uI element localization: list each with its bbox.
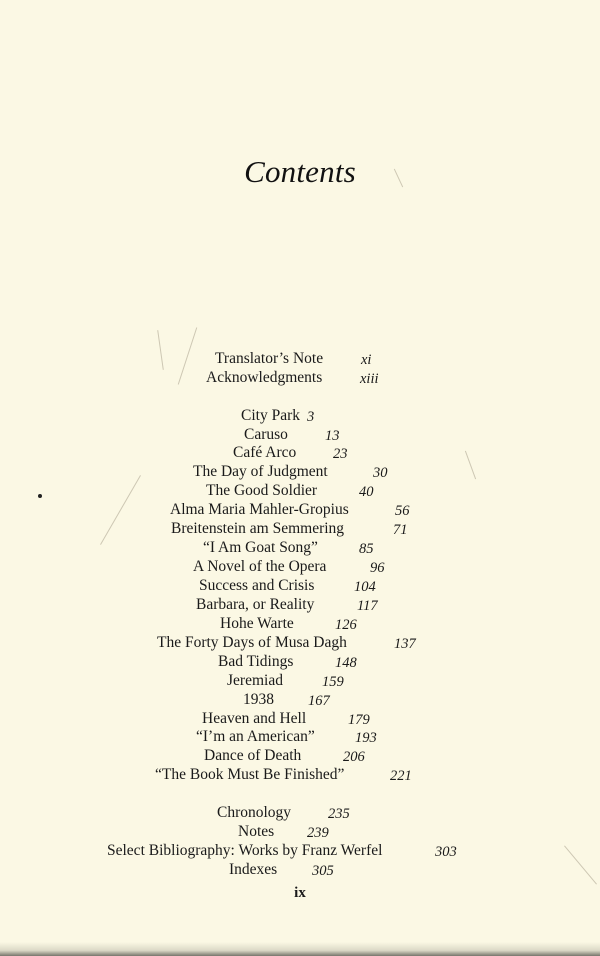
toc-entry-title: Chronology xyxy=(217,804,292,821)
toc-entry xyxy=(0,349,600,368)
toc-entry-title: Caruso xyxy=(244,426,288,443)
toc-entry-title: “The Book Must Be Finished” xyxy=(155,766,345,783)
toc-entry-page: 3 xyxy=(307,409,315,425)
toc-entry-page: xi xyxy=(361,352,372,368)
toc-entry-page: 137 xyxy=(394,636,416,652)
toc-entry xyxy=(0,519,600,538)
toc-entry xyxy=(0,841,600,860)
toc-entry-page: 23 xyxy=(333,446,348,462)
toc-entry-page: 96 xyxy=(370,560,385,576)
toc-entry-page: 239 xyxy=(307,825,329,841)
toc-entry-title: Dance of Death xyxy=(204,747,302,764)
toc-entry-page: xiii xyxy=(360,371,379,387)
toc-entry-title: Hohe Warte xyxy=(220,615,294,632)
toc-entry-page: 104 xyxy=(354,579,376,595)
toc-entry-title: Bad Tidings xyxy=(218,653,294,670)
toc-entry-page: 235 xyxy=(328,806,350,822)
toc-entry-page: 30 xyxy=(373,465,388,481)
toc-entry xyxy=(0,633,600,652)
toc-entry-page: 305 xyxy=(312,863,334,879)
toc-entry-title: The Good Soldier xyxy=(206,482,318,499)
toc-entry-page: 85 xyxy=(359,541,374,557)
toc-entry xyxy=(0,671,600,690)
toc-entry xyxy=(0,614,600,633)
toc-entry-page: 126 xyxy=(335,617,357,633)
toc-entry-page: 71 xyxy=(393,522,408,538)
toc-entry xyxy=(0,368,600,387)
toc-entry-title: “I Am Goat Song” xyxy=(203,539,318,556)
toc-entry xyxy=(0,425,600,444)
toc-entry-page: 167 xyxy=(308,693,330,709)
page-edge-shadow xyxy=(0,942,600,956)
toc-entry-title: Barbara, or Reality xyxy=(196,596,315,613)
toc-entry xyxy=(0,860,600,879)
toc-entry xyxy=(0,709,600,728)
page-title: Contents xyxy=(244,154,356,189)
toc-entry-page: 221 xyxy=(390,768,412,784)
toc-entry xyxy=(0,822,600,841)
toc-entry-title: Alma Maria Mahler-Gropius xyxy=(170,501,349,518)
toc-entry-page: 117 xyxy=(357,598,378,614)
toc-entry xyxy=(0,443,600,462)
toc-entry-title: Acknowledgments xyxy=(206,369,323,386)
toc-entry xyxy=(0,576,600,595)
toc-entry-page: 179 xyxy=(348,712,370,728)
toc-entry-title: 1938 xyxy=(243,691,274,708)
toc-entry-title: Café Arco xyxy=(233,444,297,461)
toc-entry-page: 206 xyxy=(343,749,365,765)
toc-entry xyxy=(0,557,600,576)
toc-entry-title: Jeremiad xyxy=(227,672,283,689)
page-number: ix xyxy=(294,885,306,901)
toc-entry-page: 303 xyxy=(435,844,457,860)
toc-entry xyxy=(0,462,600,481)
toc-entry-page: 159 xyxy=(322,674,344,690)
toc-entry-title: City Park xyxy=(241,407,300,424)
toc-entry-title: Success and Crisis xyxy=(199,577,315,594)
toc-entry-title: Indexes xyxy=(229,861,278,878)
toc-entry-page: 13 xyxy=(325,428,340,444)
toc-entry xyxy=(0,595,600,614)
toc-entry-title: Notes xyxy=(238,823,275,840)
toc-entry xyxy=(0,803,600,822)
toc-entry xyxy=(0,690,600,709)
toc-entry-title: Select Bibliography: Works by Franz Werfel xyxy=(107,842,383,859)
toc-entry-title: “I’m an American” xyxy=(196,728,315,745)
toc-entry xyxy=(0,765,600,784)
toc-entry-title: The Forty Days of Musa Dagh xyxy=(157,634,347,651)
toc-entry-page: 148 xyxy=(335,655,357,671)
toc-entry-title: Heaven and Hell xyxy=(202,710,307,727)
toc-entry-title: Translator’s Note xyxy=(215,350,324,367)
toc-entry-title: The Day of Judgment xyxy=(193,463,328,480)
toc-entry xyxy=(0,481,600,500)
toc-entry-page: 56 xyxy=(395,503,410,519)
toc-entry xyxy=(0,500,600,519)
toc-entry-title: Breitenstein am Semmering xyxy=(171,520,345,537)
toc-entry xyxy=(0,406,600,425)
toc-entry-page: 193 xyxy=(355,730,377,746)
toc-entry xyxy=(0,746,600,765)
toc-entry xyxy=(0,652,600,671)
toc-entry-title: A Novel of the Opera xyxy=(193,558,327,575)
toc-entry xyxy=(0,727,600,746)
toc-entry xyxy=(0,538,600,557)
toc-entry-page: 40 xyxy=(359,484,374,500)
